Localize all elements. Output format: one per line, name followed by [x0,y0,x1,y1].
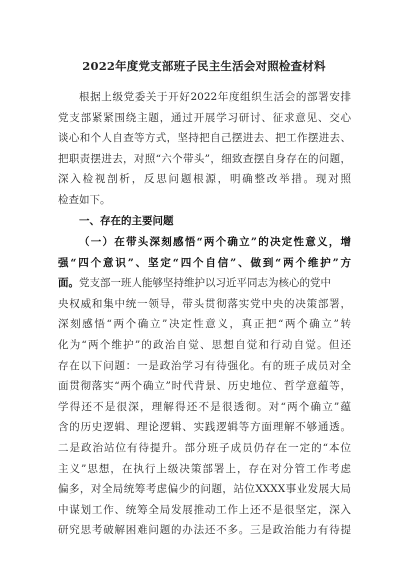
text-line: 存在以下问题：一是政治学习有待强化。有的班子成员对全 [58,359,351,372]
text-line: 学得还不是很深，理解得还不是很透彻。对“两个确立”蕴 [58,400,351,413]
text-line: 含的历史逻辑、理论逻辑、实践逻辑等方面理解不够通透。 [58,421,351,434]
text-line: 深入检视剖析，反思问题根源，明确整改举措。现对照 [58,173,351,186]
text-line: 偏多，对全局统筹考虑偏少的问题，站位XXXX事业发展大局 [58,483,351,496]
text-line: 主义”思想，在执行上级决策部署上，存在对分管工作考虑 [58,462,351,475]
text-line: 深刻感悟“两个确立”决定性意义，真正把“两个确立”转 [58,318,351,331]
intro-paragraph [58,87,351,211]
paragraph-continuation: 党支部一班人能够坚持维护以习近平同志为核心的党中 [79,277,331,290]
subsection-heading-end: 面。 [58,277,79,290]
text-line: 谈心和个人自查等方式，坚持把自己摆进去、把工作摆进去、 [58,132,351,145]
text-line: 党支部紧紧围绕主题，通过开展学习研讨、征求意见、交心 [58,111,351,124]
subsection-heading-line: 强“四个意识”、坚定“四个自信”、做到“两个维护”方 [58,256,351,269]
section-heading-block [58,211,351,232]
problem-paragraph [58,232,351,541]
text-line: 把职责摆进去，对照“六个带头”，细致查摆自身存在的问题， [58,152,351,165]
text-line: 中谋划工作、统筹全局发展推动工作上还不是很坚定，深入 [58,503,351,516]
text-line: 面贯彻落实“两个确立”时代背景、历史地位、哲学意蕴等， [58,380,351,393]
text-line: 根据上级党委关于开好2022年度组织生活会的部署安排 [79,91,351,103]
text-line: 检查如下。 [58,193,111,206]
document-title: 2022年度党支部班子民主生活会对照检查材料 [82,59,326,73]
text-line: 研究思考破解困难问题的办法还不多。三是政治能力有待提 [58,524,351,537]
text-line: 央权威和集中统一领导，带头贯彻落实党中央的决策部署， [58,297,351,310]
text-line [58,273,351,294]
text-line: 二是政治站位有待提升。部分班子成员仍存在一定的“本位 [58,441,351,454]
subsection-heading-line: （一）在带头深刻感悟“两个确立”的决定性意义，增 [79,236,351,248]
section-heading: 一、存在的主要问题 [79,215,174,227]
text-line: 化为“两个维护”的政治自觉、思想自觉和行动自觉。但还 [58,338,351,351]
